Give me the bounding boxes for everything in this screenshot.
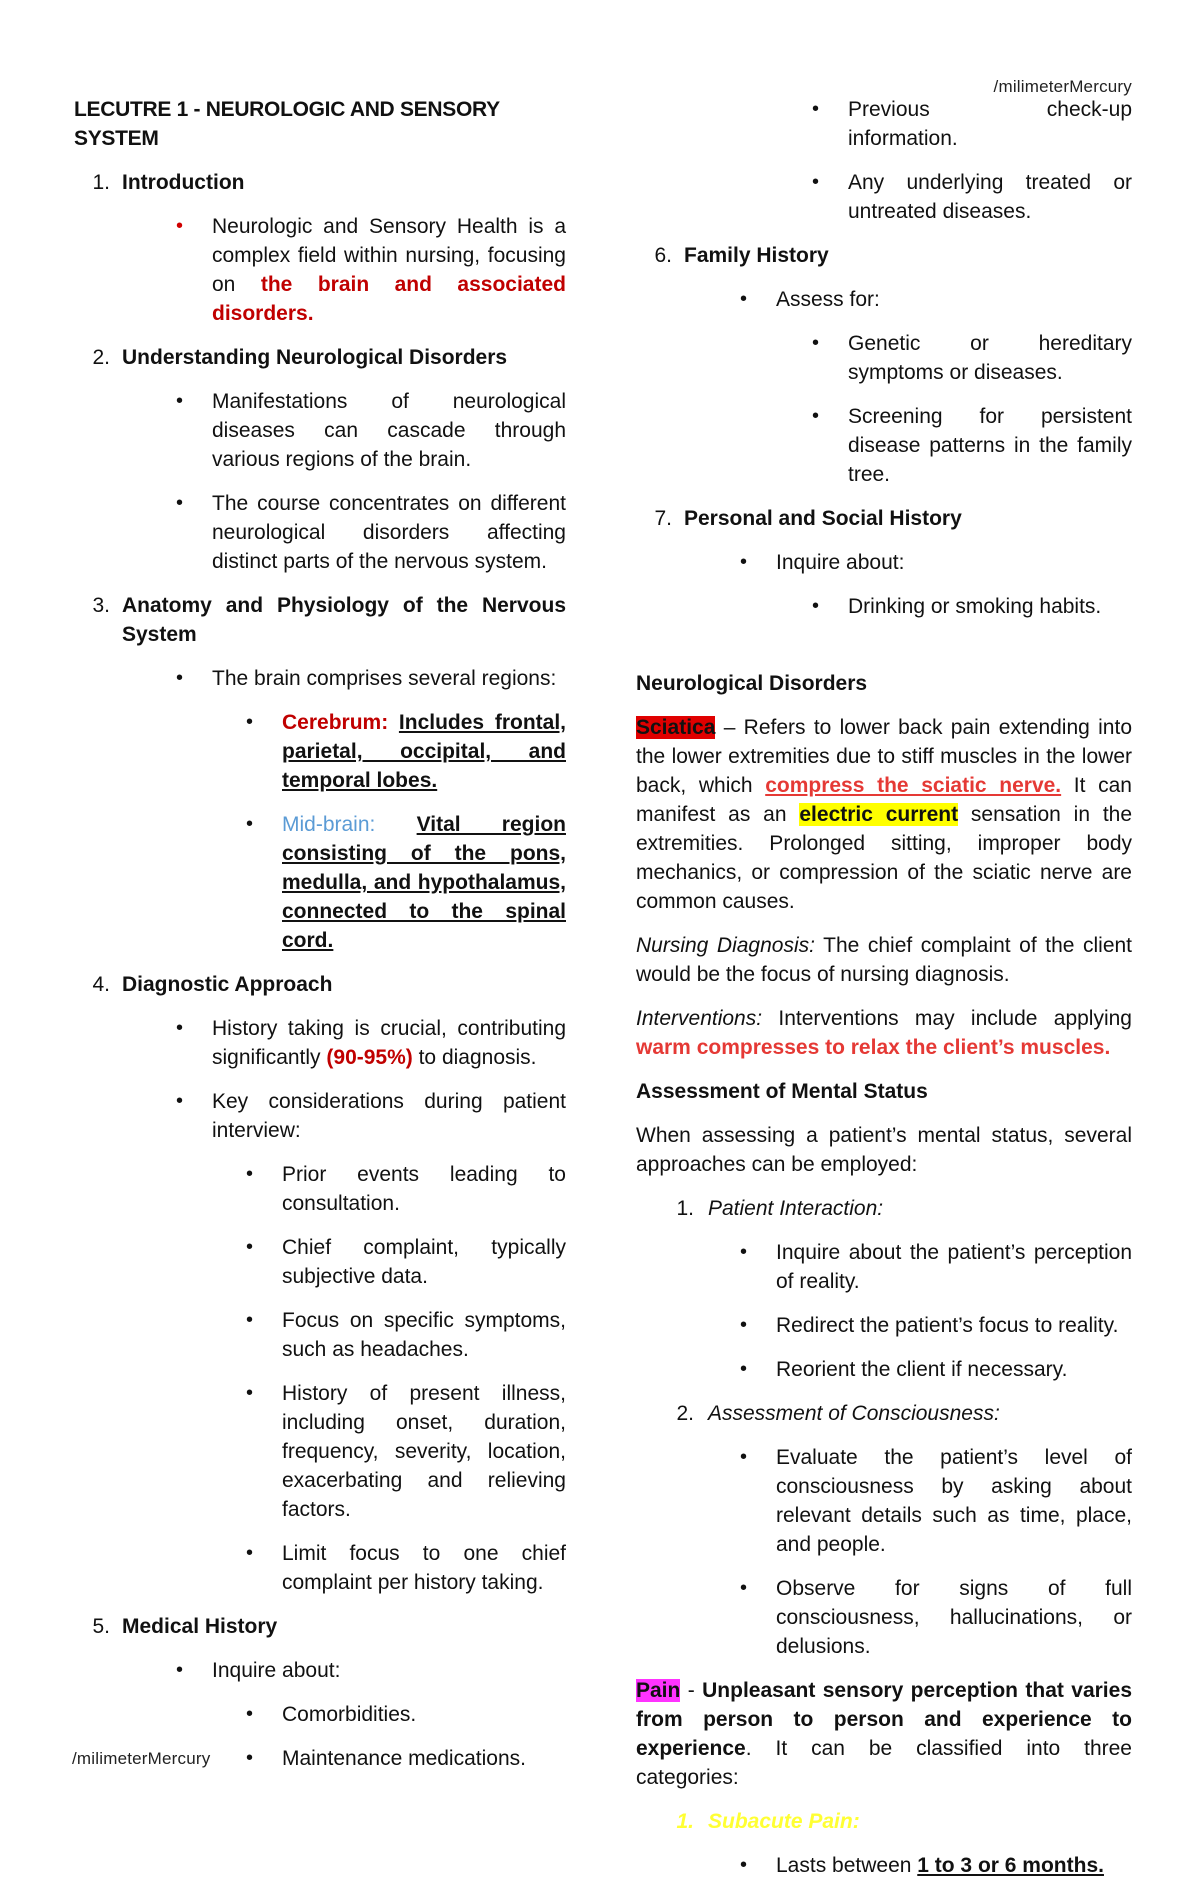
mental-status-intro: When assessing a patient’s mental status, several approaches can be employed: [636,1124,1132,1176]
section-medical-history [74,1612,566,1641]
section-heading: Family History [684,244,829,267]
list-item: • Focus on specific symptoms, such as headaches. [74,1306,566,1364]
list-item: • Inquire about: [74,1656,566,1685]
list-item: • Inquire about: [636,548,1132,577]
list-item: • Assess for: [636,285,1132,314]
section-number: 6. [654,244,672,267]
midbrain-label: Mid-brain: [282,813,376,836]
list-item: • Key considerations during patient interview: [74,1087,566,1145]
interventions-paragraph: Interventions: Interventions may include applying warm compresses to relax the client’s muscles. [636,1007,1132,1059]
section-number: 4. [92,973,110,996]
list-item: • Reorient the client if necessary. [636,1355,1132,1384]
section-number: 7. [654,507,672,530]
pain-paragraph: Pain - Unpleasant sensory perception that varies from person to person and experience to experience. It can be classified into three categories: [636,1679,1132,1789]
left-column [74,95,566,1788]
list-item: • Neurologic and Sensory Health is a complex field within nursing, focusing on the brain and associated disorders. [74,212,566,328]
list-item: • Screening for persistent disease patterns in the family tree. [636,402,1132,489]
section-understanding [74,343,566,372]
list-item: • Redirect the patient’s focus to reality. [636,1311,1132,1340]
neurological-disorders-heading: Neurological Disorders [636,672,868,695]
list-item: • History of present illness, including onset, duration, frequency, severity, location, exacerbating and relieving factors. [74,1379,566,1524]
list-item: • Inquire about the patient’s perception of reality. [636,1238,1132,1296]
cerebrum-label: Cerebrum: [282,711,389,734]
section-family-history [636,241,1132,270]
section-introduction [74,168,566,197]
section-heading: Personal and Social History [684,507,962,530]
list-item: • Previous check-up information. [636,95,1132,153]
list-item: • The brain comprises several regions: [74,664,566,693]
highlight-text: the brain and associated disorders. [212,273,566,325]
subsection-subacute-pain: 1. Subacute Pain: [676,1810,860,1833]
sciatica-label: Sciatica [636,716,716,739]
watermark-bottom: /milimeterMercury [72,1749,211,1768]
section-number: 2. [92,346,110,369]
list-item: • Chief complaint, typically subjective data. [74,1233,566,1291]
list-item: • Mid-brain: Vital region consisting of the pons, medulla, and hypothalamus, connected to the spinal cord. [74,810,566,955]
list-item: • Observe for signs of full consciousness, hallucinations, or delusions. [636,1574,1132,1661]
sciatica-paragraph: Sciatica – Refers to lower back pain extending into the lower extremities due to stiff muscles in the lower back, which compress the sciatic nerve. It can manifest as an electric current sensation in the extremities. Prolonged sitting, improper body mechanics, or compression of the sciatic nerve are common causes. [636,716,1133,913]
section-heading: Diagnostic Approach [122,973,333,996]
subsection-consciousness: 2. Assessment of Consciousness: [676,1402,1000,1425]
section-heading: Anatomy and Physiology of the Nervous System [122,594,566,646]
section-anatomy [74,591,566,649]
section-number: 5. [92,1615,110,1638]
section-diagnostic [74,970,566,999]
list-item: • Cerebrum: Includes frontal, parietal, occipital, and temporal lobes. [74,708,566,795]
list-item: • History taking is crucial, contributing significantly (90-95%) to diagnosis. [74,1014,566,1072]
mental-status-heading: Assessment of Mental Status [636,1080,928,1103]
list-item: • Limit focus to one chief complaint per history taking. [74,1539,566,1597]
document-title: LECUTRE 1 - NEUROLOGIC AND SENSORY SYSTEM [74,98,500,150]
section-heading: Introduction [122,171,245,194]
section-number: 1. [92,171,110,194]
section-heading: Medical History [122,1615,278,1638]
list-item: • Lasts between 1 to 3 or 6 months. [636,1851,1132,1880]
list-item: • Maintenance medications. [74,1744,566,1773]
watermark-top: /milimeterMercury [993,77,1132,96]
list-item: • Manifestations of neurological diseases can cascade through various regions of the brain. [74,387,566,474]
section-heading: Understanding Neurological Disorders [122,346,508,369]
list-item: • Drinking or smoking habits. [636,592,1132,621]
list-item: • Comorbidities. [74,1700,566,1729]
list-item: • Prior events leading to consultation. [74,1160,566,1218]
list-item: • Any underlying treated or untreated diseases. [636,168,1132,226]
right-column [636,95,1132,1895]
list-item: • Genetic or hereditary symptoms or diseases. [636,329,1132,387]
pain-label: Pain [636,1679,681,1702]
subsection-patient-interaction: 1. Patient Interaction: [676,1197,884,1220]
list-item: • Evaluate the patient’s level of consciousness by asking about relevant details such as time, place, and people. [636,1443,1132,1559]
nursing-diagnosis-paragraph: Nursing Diagnosis: The chief complaint of the client would be the focus of nursing diagnosis. [636,934,1133,986]
section-number: 3. [92,594,110,617]
section-personal-social [636,504,1132,533]
list-item: • The course concentrates on different neurological disorders affecting distinct parts of the nervous system. [74,489,566,576]
